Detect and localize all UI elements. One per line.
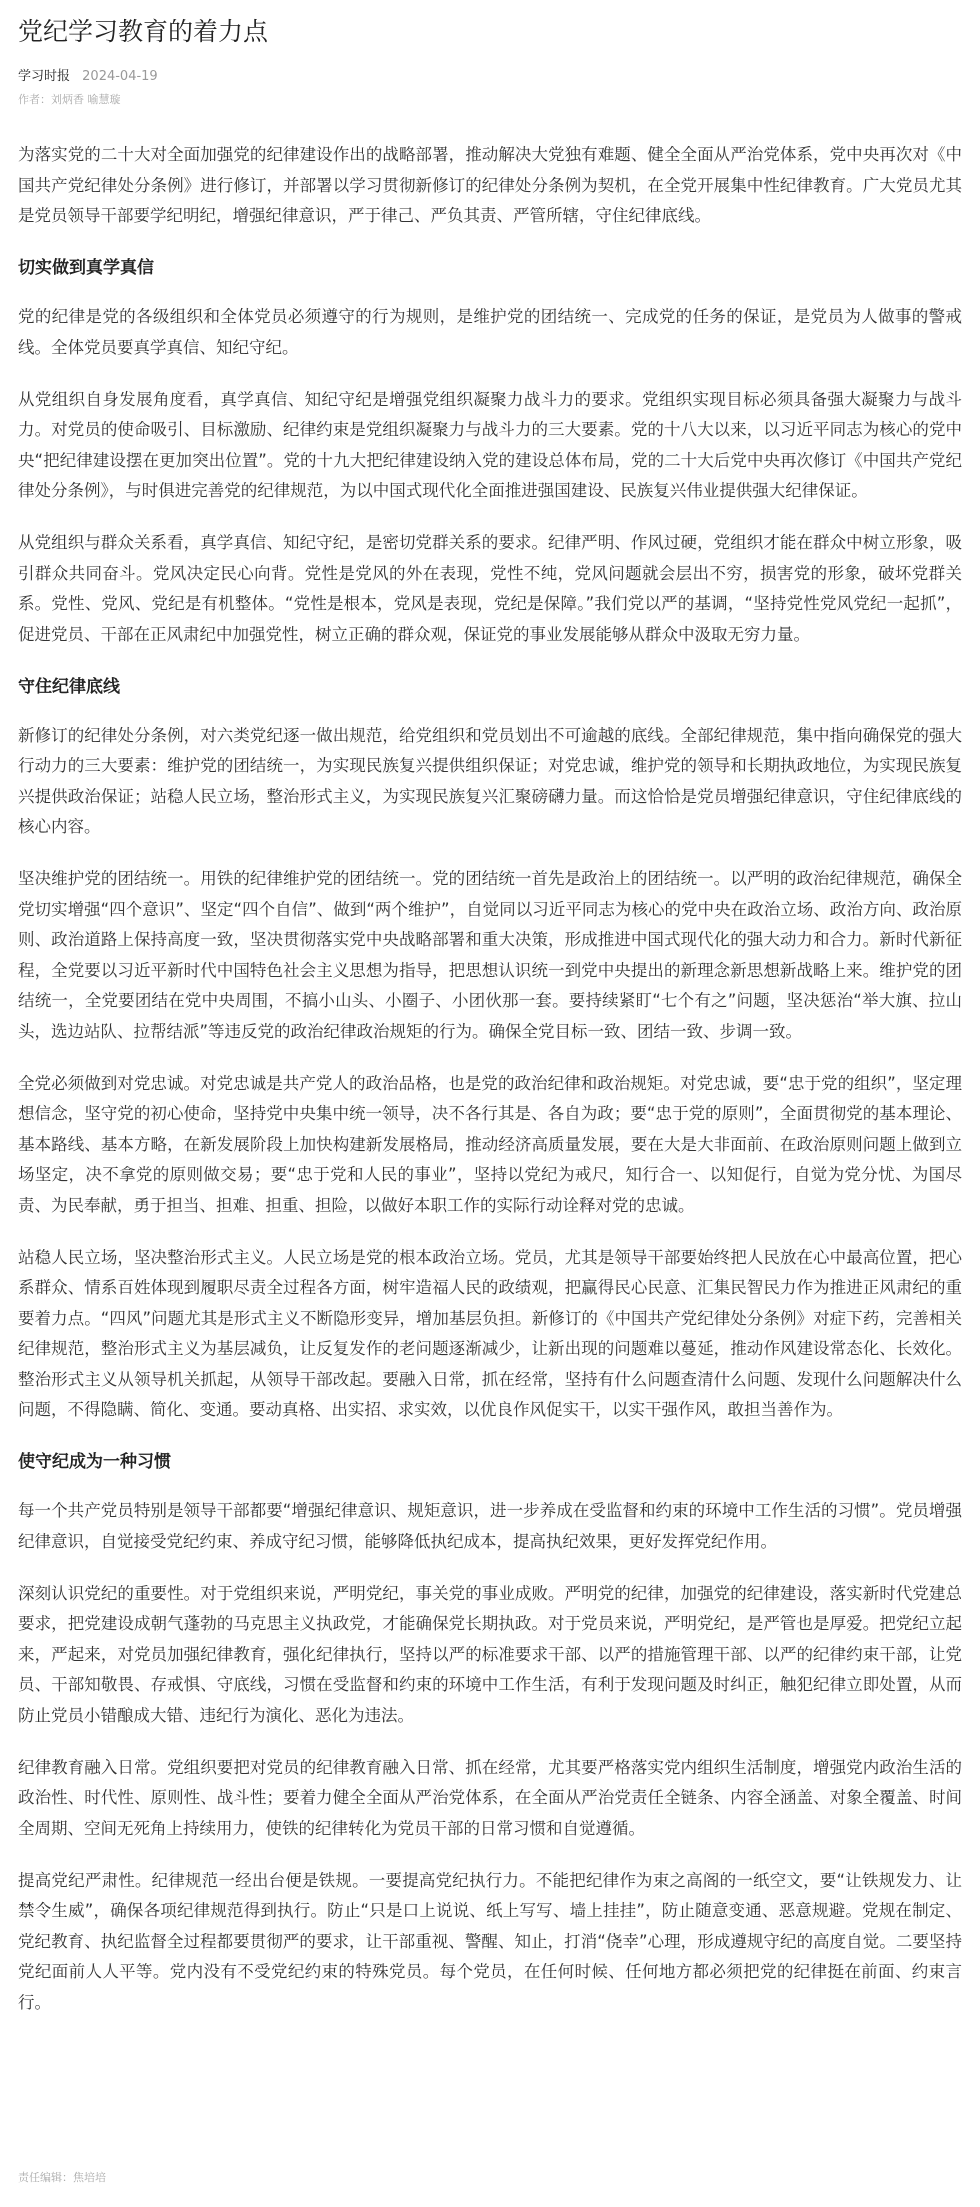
body-paragraph: 从党组织自身发展角度看，真学真信、知纪守纪是增强党组织凝聚力战斗力的要求。党组织实现目标必须具备强大凝聚力与战斗力。对党员的使命吸引、目标激励、纪律约束是党组织凝聚力与战斗力的三大要素。党的十八大以来，以习近平同志为核心的党中央“把纪律建设摆在更加突出位置”。党的十九大把纪律建设纳入党的建设总体布局，党的二十大后党中央再次修订《中国共产党纪律处分条例》，与时俱进完善党的纪律规范，为以中国式现代化全面推进强国建设、民族复兴伟业提供强大纪律保证。 [18, 389, 962, 500]
body-paragraph: 提高党纪严肃性。纪律规范一经出台便是铁规。一要提高党纪执行力。不能把纪律作为束之高阁的一纸空文，要“让铁规发力、让禁令生威”，确保各项纪律规范得到执行。防止“只是口上说说、纸上写写、墙上挂挂”，防止随意变通、恶意规避。党规在制定、党纪教育、执纪监督全过程都要贯彻严的要求，让干部重视、警醒、知止，打消“侥幸”心理，形成遵规守纪的高度自觉。二要坚持党纪面前人人平等。党内没有不受党纪约束的特殊党员。每个党员，在任何时候、任何地方都必须把党的纪律挺在前面、约束言行。 [18, 1870, 962, 2012]
body-paragraph: 站稳人民立场，坚决整治形式主义。人民立场是党的根本政治立场。党员，尤其是领导干部要始终把人民放在心中最高位置，把心系群众、情系百姓体现到履职尽责全过程各方面，树牢造福人民的政绩观，把赢得民心民意、汇集民智民力作为推进正风肃纪的重要着力点。“四风”问题尤其是形式主义不断隐形变异，增加基层负担。新修订的《中国共产党纪律处分条例》对症下药，完善相关纪律规范，整治形式主义为基层减负，让反复发作的老问题逐渐减少，让新出现的问题难以蔓延，推动作风建设常态化、长效化。整治形式主义从领导机关抓起，从领导干部改起。要融入日常，抓在经常，坚持有什么问题查清什么问题、发现什么问题解决什么问题，不得隐瞒、简化、变通。要动真格、出实招、求实效，以优良作风促实干，以实干强作风，敢担当善作为。 [18, 1247, 962, 1419]
body-paragraph: 每一个共产党员特别是领导干部都要“增强纪律意识、规矩意识，进一步养成在受监督和约束的环境中工作生活的习惯”。党员增强纪律意识，自觉接受党纪约束、养成守纪习惯，能够降低执纪成本，提高执纪效果，更好发挥党纪作用。 [18, 1501, 962, 1551]
responsible-editor: 责任编辑：焦培培 [18, 2171, 106, 2184]
section-heading: 使守纪成为一种习惯 [18, 1452, 171, 1472]
body-paragraph: 从党组织与群众关系看，真学真信、知纪守纪，是密切党群关系的要求。纪律严明、作风过硬，党组织才能在群众中树立形象，吸引群众共同奋斗。党风决定民心向背。党性是党风的外在表现，党性不纯，党风问题就会层出不穷，损害党的形象，破坏党群关系。党性、党风、党纪是有机整体。“党性是根本，党风是表现，党纪是保障。”我们党以严的基调，“坚持党性党风党纪一起抓”，促进党员、干部在正风肃纪中加强党性，树立正确的群众观，保证党的事业发展能够从群众中汲取无穷力量。 [18, 533, 962, 644]
body-paragraph: 为落实党的二十大对全面加强党的纪律建设作出的战略部署，推动解决大党独有难题、健全全面从严治党体系，党中央再次对《中国共产党纪律处分条例》进行修订，并部署以学习贯彻新修订的纪律处分条例为契机，在全党开展集中性纪律教育。广大党员尤其是党员领导干部要学纪明纪，增强纪律意识，严于律己、严负其责、严管所辖，守住纪律底线。 [18, 145, 962, 225]
article-title: 党纪学习教育的着力点 [18, 17, 269, 46]
article-meta [18, 68, 962, 86]
body-paragraph: 党的纪律是党的各级组织和全体党员必须遵守的行为规则，是维护党的团结统一、完成党的任务的保证，是党员为人做事的警戒线。全体党员要真学真信、知纪守纪。 [18, 307, 962, 357]
section-heading: 切实做到真学真信 [18, 258, 154, 278]
body-paragraph: 坚决维护党的团结统一。用铁的纪律维护党的团结统一。党的团结统一首先是政治上的团结统一。以严明的政治纪律规范，确保全党切实增强“四个意识”、坚定“四个自信”、做到“两个维护”，自觉同以习近平同志为核心的党中央在政治立场、政治方向、政治原则、政治道路上保持高度一致，坚决贯彻落实党中央战略部署和重大决策，形成推进中国式现代化的强大动力和合力。新时代新征程，全党要以习近平新时代中国特色社会主义思想为指导，把思想认识统一到党中央提出的新理念新思想新战略上来。维护党的团结统一，全党要团结在党中央周围，不搞小山头、小圈子、小团伙那一套。要持续紧盯“七个有之”问题，坚决惩治“举大旗、拉山头，选边站队、拉帮结派”等违反党的政治纪律政治规矩的行为。确保全党目标一致、团结一致、步调一致。 [18, 869, 962, 1041]
body-paragraph: 全党必须做到对党忠诚。对党忠诚是共产党人的政治品格，也是党的政治纪律和政治规矩。对党忠诚，要“忠于党的组织”，坚定理想信念，坚守党的初心使命，坚持党中央集中统一领导，决不各行其是、各自为政；要“忠于党的原则”，全面贯彻党的基本理论、基本路线、基本方略，在新发展阶段上加快构建新发展格局，推动经济高质量发展，要在大是大非面前、在政治原则问题上做到立场坚定，决不拿党的原则做交易；要“忠于党和人民的事业”，坚持以党纪为戒尺，知行合一、以知促行，自觉为党分忧、为国尽责、为民奉献，勇于担当、担难、担重、担险，以做好本职工作的实际行动诠释对党的忠诚。 [18, 1073, 962, 1215]
article-body [18, 140, 962, 2018]
article-authors: 作者：刘炳香 喻慧璇 [18, 93, 121, 106]
section-heading: 守住纪律底线 [18, 676, 120, 697]
article-source[interactable]: 学习时报 [18, 69, 71, 84]
article-date: 2024-04-19 [82, 69, 158, 84]
body-paragraph: 深刻认识党纪的重要性。对于党组织来说，严明党纪，事关党的事业成败。严明党的纪律，加强党的纪律建设，落实新时代党建总要求，把党建设成朝气蓬勃的马克思主义执政党，才能确保党长期执政。对于党员来说，严明党纪，是严管也是厚爱。把党纪立起来，严起来，对党员加强纪律教育，强化纪律执行，坚持以严的标准要求干部、以严的措施管理干部、以严的纪律约束干部，让党员、干部知敬畏、存戒惧、守底线，习惯在受监督和约束的环境中工作生活，有利于发现问题及时纠正，触犯纪律立即处置，从而防止党员小错酿成大错、违纪行为演化、恶化为违法。 [18, 1583, 962, 1725]
body-paragraph: 新修订的纪律处分条例，对六类党纪逐一做出规范，给党组织和党员划出不可逾越的底线。全部纪律规范，集中指向确保党的强大行动力的三大要素：维护党的团结统一，为实现民族复兴提供组织保证；对党忠诚，维护党的领导和长期执政地位，为实现民族复兴提供政治保证；站稳人民立场，整治形式主义，为实现民族复兴汇聚磅礴力量。而这恰恰是党员增强纪律意识，守住纪律底线的核心内容。 [18, 725, 962, 836]
body-paragraph: 纪律教育融入日常。党组织要把对党员的纪律教育融入日常、抓在经常，尤其要严格落实党内组织生活制度，增强党内政治生活的政治性、时代性、原则性、战斗性；要着力健全全面从严治党体系，在全面从严治党责任全链条、内容全涵盖、对象全覆盖、时间全周期、空间无死角上持续用力，使铁的纪律转化为党员干部的日常习惯和自觉遵循。 [18, 1757, 962, 1838]
